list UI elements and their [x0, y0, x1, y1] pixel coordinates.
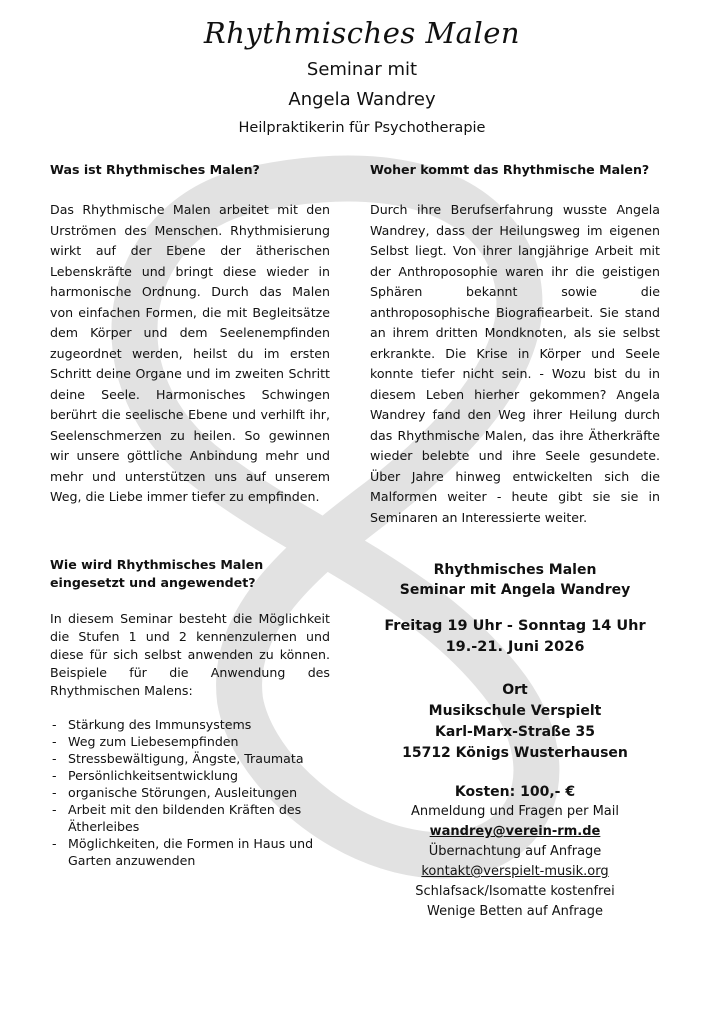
- place-city: 15712 Königs Wusterhausen: [402, 745, 628, 761]
- email-link-verspielt[interactable]: kontakt@verspielt-musik.org: [421, 864, 609, 879]
- text-origin: Durch ihre Berufserfahrung wusste Angela Wandrey, dass der Heilungsweg im eigenen Selbst liegt. Von ihrer langjährige Arbeit mit der Anthroposophie waren ihr die geistigen Sphären bekannt sowie die anthroposophische Biografiearbeit. Sie stand an ihrem dritten Mondknoten, als sie selbst erkrankte. Die Krise in Körper und Seele konnte tiefer nicht sein. - Wozu bist du in diesem Leben hierher gekommen? Angela Wandrey fand den Weg ihrer Heilung durch das Rhythmische Malen, das ihre Ätherkräfte wieder belebte und ihre Seele gesundete. Über Jahre hinweg entwickelten sich die Malformen weiter - heute gibt sie sie in Seminaren an Interessierte weiter.: [370, 202, 660, 525]
- section-application: [50, 556, 330, 869]
- text-what-is: Das Rhythmische Malen arbeitet mit den Urströmen des Menschen. Rhythmisierung wirkt auf der Ebene der ätherischen Lebenskräfte und bringt diese wieder in harmonische Ordnung. Durch das Malen von einfachen Formen, die mit Begleitsätze dem Körper und dem Seelenempfinden zugeordnet werden, heilst du im ersten Schritt deine Organe und im zweiten Schritt deine Seele. Harmonisches Schwingen berührt die seelische Ebene und verhilft ihr, Seelenschmerzen zu heilen. So gewinnen wir unsere göttliche Anbindung mehr und mehr und unterstützen uns auf unserem Weg, die Liebe immer tiefer zu empfinden.: [50, 202, 330, 504]
- event-info: [370, 560, 660, 922]
- page-subtitle: Seminar mit: [306, 59, 418, 80]
- event-time: Freitag 19 Uhr - Sonntag 14 Uhr: [384, 618, 646, 634]
- list-item: - Persönlichkeitsentwicklung: [50, 767, 330, 784]
- place-street: Karl-Marx-Straße 35: [435, 724, 595, 740]
- header: [0, 16, 724, 138]
- text-application-intro: In diesem Seminar besteht die Möglichkeit die Stufen 1 und 2 kennenzulernen und diese für sich selbst anwenden zu können. Beispiele für die Anwendung des Rhythmischen Malens:: [50, 611, 330, 698]
- sleeping-note: Schlafsack/Isomatte kostenfrei: [415, 884, 615, 899]
- event-title: Rhythmisches Malen: [433, 562, 597, 578]
- beds-note: Wenige Betten auf Anfrage: [427, 904, 603, 919]
- heading-application: Wie wird Rhythmisches Malen eingesetzt und angewendet?: [50, 557, 264, 590]
- list-item: - Möglichkeiten, die Formen in Haus und Garten anzuwenden: [50, 835, 330, 869]
- cost: Kosten: 100,- €: [454, 784, 576, 800]
- overnight-note: Übernachtung auf Anfrage: [428, 844, 602, 859]
- instructor-profession: Heilpraktikerin für Psychotherapie: [238, 120, 486, 136]
- heading-origin: Woher kommt das Rhythmische Malen?: [370, 162, 650, 177]
- email-link-wandrey[interactable]: wandrey@verein-rm.de: [429, 824, 601, 839]
- list-item: - Stärkung des Immunsystems: [50, 716, 330, 733]
- section-origin: [370, 160, 660, 528]
- page-title: Rhythmisches Malen: [203, 16, 521, 50]
- application-list: [50, 716, 330, 869]
- section-what-is: [50, 160, 330, 508]
- list-item: - Arbeit mit den bildenden Kräften des Ätherleibes: [50, 801, 330, 835]
- list-item: - Stressbewältigung, Ängste, Traumata: [50, 750, 330, 767]
- heading-what-is: Was ist Rhythmisches Malen?: [50, 162, 260, 177]
- place-name: Musikschule Verspielt: [428, 703, 602, 719]
- event-date: 19.-21. Juni 2026: [445, 639, 585, 655]
- event-subtitle: Seminar mit Angela Wandrey: [399, 582, 631, 598]
- list-item: - Weg zum Liebesempfinden: [50, 733, 330, 750]
- place-label: Ort: [502, 682, 528, 698]
- list-item: - organische Störungen, Ausleitungen: [50, 784, 330, 801]
- instructor-name: Angela Wandrey: [288, 89, 436, 110]
- registration-note: Anmeldung und Fragen per Mail: [411, 804, 619, 819]
